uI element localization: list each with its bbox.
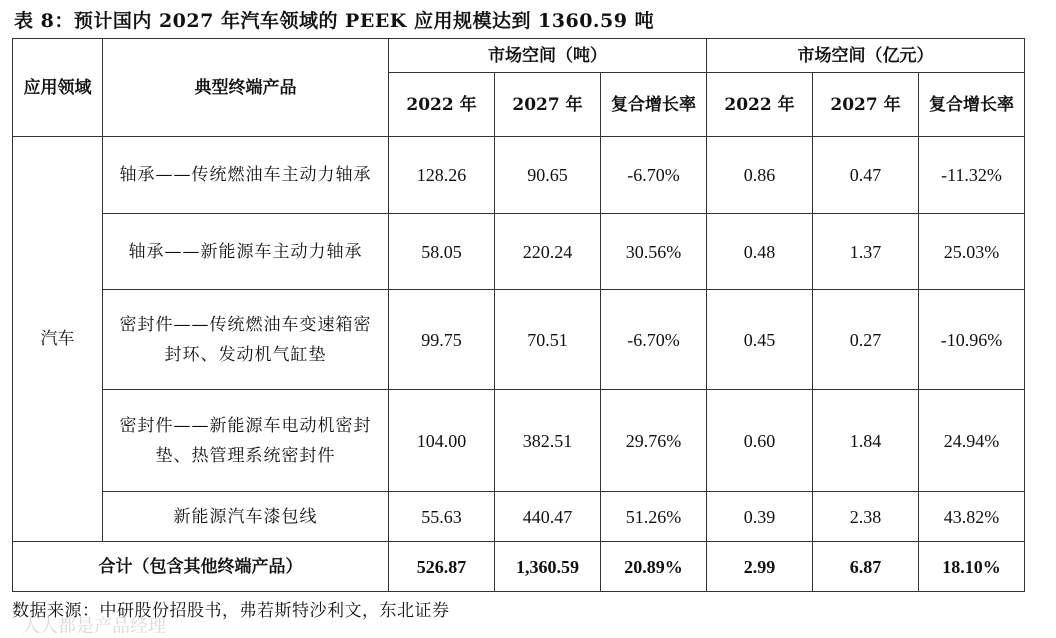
total-row xyxy=(13,542,1025,592)
domain-cell: 汽车 xyxy=(13,137,103,542)
total-tons-2027: 1,360.59 xyxy=(495,542,601,592)
product-cell: 密封件——新能源车电动机密封垫、热管理系统密封件 xyxy=(103,390,389,492)
yuan-2022-cell: 0.48 xyxy=(707,214,813,290)
header-group-yuan: 市场空间（亿元） xyxy=(707,39,1025,73)
yuan-cagr-cell: -11.32% xyxy=(919,137,1025,214)
tons-2022-cell: 104.00 xyxy=(389,390,495,492)
total-tons-cagr: 20.89% xyxy=(601,542,707,592)
header-tons-2027: 2027 年 xyxy=(495,73,601,137)
yuan-2022-cell: 0.45 xyxy=(707,290,813,390)
source-note: 数据来源：中研股份招股书，弗若斯特沙利文，东北证券 xyxy=(12,601,450,621)
yuan-2027-cell: 1.37 xyxy=(813,214,919,290)
yuan-2027-cell: 0.27 xyxy=(813,290,919,390)
tons-2022-cell: 99.75 xyxy=(389,290,495,390)
table-title: 表 8：预计国内 2027 年汽车领域的 PEEK 应用规模达到 1360.59 吨 xyxy=(14,10,655,32)
yuan-2027-cell: 0.47 xyxy=(813,137,919,214)
tons-2022-cell: 58.05 xyxy=(389,214,495,290)
header-tons-2022: 2022 年 xyxy=(389,73,495,137)
tons-cagr-cell: 51.26% xyxy=(601,492,707,542)
tons-2027-cell: 70.51 xyxy=(495,290,601,390)
yuan-2027-cell: 2.38 xyxy=(813,492,919,542)
tons-2027-cell: 90.65 xyxy=(495,137,601,214)
table-row xyxy=(13,137,1025,214)
yuan-cagr-cell: -10.96% xyxy=(919,290,1025,390)
product-cell: 轴承——传统燃油车主动力轴承 xyxy=(103,137,389,214)
tons-2022-cell: 128.26 xyxy=(389,137,495,214)
total-yuan-2022: 2.99 xyxy=(707,542,813,592)
product-cell: 新能源汽车漆包线 xyxy=(103,492,389,542)
tons-cagr-cell: -6.70% xyxy=(601,290,707,390)
header-yuan-2027: 2027 年 xyxy=(813,73,919,137)
header-yuan-2022: 2022 年 xyxy=(707,73,813,137)
header-yuan-cagr: 复合增长率 xyxy=(919,73,1025,137)
header-tons-cagr: 复合增长率 xyxy=(601,73,707,137)
tons-2022-cell: 55.63 xyxy=(389,492,495,542)
yuan-2022-cell: 0.60 xyxy=(707,390,813,492)
tons-cagr-cell: -6.70% xyxy=(601,137,707,214)
total-tons-2022: 526.87 xyxy=(389,542,495,592)
yuan-2027-cell: 1.84 xyxy=(813,390,919,492)
table-row xyxy=(13,214,1025,290)
total-yuan-cagr: 18.10% xyxy=(919,542,1025,592)
header-product: 典型终端产品 xyxy=(103,39,389,137)
table-row xyxy=(13,290,1025,390)
tons-2027-cell: 382.51 xyxy=(495,390,601,492)
product-cell: 密封件——传统燃油车变速箱密封环、发动机气缸垫 xyxy=(103,290,389,390)
yuan-2022-cell: 0.86 xyxy=(707,137,813,214)
table-row xyxy=(13,492,1025,542)
product-cell: 轴承——新能源车主动力轴承 xyxy=(103,214,389,290)
yuan-cagr-cell: 24.94% xyxy=(919,390,1025,492)
total-yuan-2027: 6.87 xyxy=(813,542,919,592)
peek-market-table xyxy=(12,38,1025,592)
yuan-cagr-cell: 43.82% xyxy=(919,492,1025,542)
header-group-tons: 市场空间（吨） xyxy=(389,39,707,73)
table-row xyxy=(13,390,1025,492)
watermark: 人人都是产品经理 xyxy=(22,616,166,637)
yuan-cagr-cell: 25.03% xyxy=(919,214,1025,290)
tons-cagr-cell: 30.56% xyxy=(601,214,707,290)
tons-2027-cell: 220.24 xyxy=(495,214,601,290)
tons-2027-cell: 440.47 xyxy=(495,492,601,542)
tons-cagr-cell: 29.76% xyxy=(601,390,707,492)
yuan-2022-cell: 0.39 xyxy=(707,492,813,542)
header-domain: 应用领域 xyxy=(13,39,103,137)
total-label: 合计（包含其他终端产品） xyxy=(13,542,389,592)
